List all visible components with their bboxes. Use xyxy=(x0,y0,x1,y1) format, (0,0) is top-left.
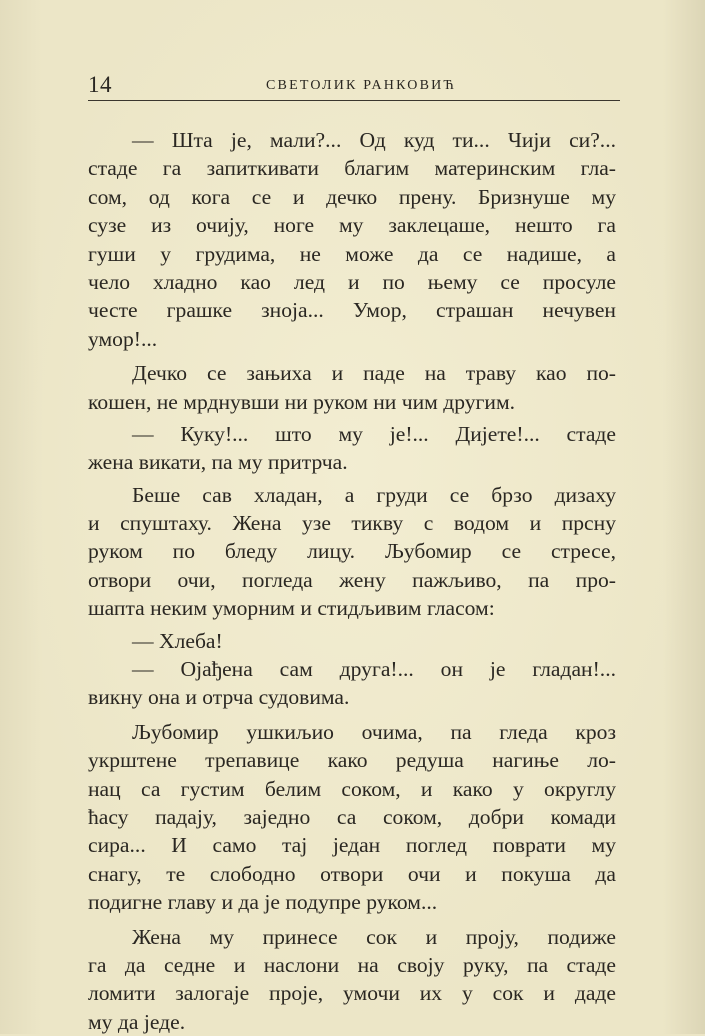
text-line: га да седне и наслони на своју руку, па стаде xyxy=(88,952,616,977)
text-line: нац са густим белим соком, и како у округлу xyxy=(88,776,616,801)
text-line: Љубомир ушкиљио очима, па гледа кроз xyxy=(132,719,616,744)
text-line: чело хладно као лед и по њему се просуле xyxy=(88,269,616,294)
text-line: жена викати, па му притрча. xyxy=(88,450,348,475)
paragraph xyxy=(88,126,616,353)
page-header xyxy=(88,70,620,100)
text-line: — Шта је, мали?... Од куд ти... Чији си?... xyxy=(132,128,616,152)
text-line: сом, од кога се и дечко прену. Бризнуше му xyxy=(88,184,616,209)
paragraph xyxy=(88,481,616,623)
text-line: кошен, не мрднувши ни руком ни чим другим. xyxy=(88,389,516,414)
page-number: 14 xyxy=(88,72,112,97)
text-line: Дечко се зањиха и паде на траву као по- xyxy=(132,361,616,386)
text-line: честе грашке зноја... Умор, страшан нечувен xyxy=(88,298,616,323)
text-line: Беше сав хладан, а груди се брзо дизаху xyxy=(132,482,616,507)
text-line: — Хлеба! xyxy=(132,628,223,653)
text-line: ћасу падају, заједно са соком, добри комади xyxy=(88,804,616,829)
text-line: — Куку!... што му је!... Дијете!... стаде xyxy=(132,421,616,446)
paragraph xyxy=(88,359,616,416)
text-line: викну она и отрча судовима. xyxy=(88,685,350,710)
paragraph xyxy=(88,655,616,712)
text-line: сира... И само тај један поглед поврати му xyxy=(88,833,616,858)
text-line: и спуштаху. Жена узе тикву с водом и прсну xyxy=(88,511,616,536)
text-line: снагу, те слободно отвори очи и покуша да xyxy=(88,861,616,886)
paragraph xyxy=(88,923,616,1036)
text-line: подигне главу и да је подупре руком... xyxy=(88,890,438,915)
body-text xyxy=(88,126,616,1036)
text-line: му да једе. xyxy=(88,1009,186,1034)
paragraph xyxy=(88,420,616,477)
text-line: гуши у грудима, не може да се надише, а xyxy=(88,241,616,266)
text-line: — Ојађена сам друга!... он је гладан!... xyxy=(132,657,616,682)
text-line: ломити залогаје проје, умочи их у сок и даде xyxy=(88,981,616,1006)
text-line: руком по бледу лицу. Љубомир се стресе, xyxy=(88,539,616,564)
text-line: Жена му принесе сок и проју, подиже xyxy=(132,924,616,949)
text-line: стаде га запиткивати благим материнским гла- xyxy=(88,156,616,181)
text-line: укрштене трепавице како редуша нагиње ло- xyxy=(88,748,616,773)
header-rule xyxy=(88,100,620,101)
running-head: СВЕТОЛИК РАНКОВИЋ xyxy=(266,78,456,93)
text-line: сузе из очију, ноге му заклецаше, нешто га xyxy=(88,213,616,238)
text-line: отвори очи, погледа жену пажљиво, па про- xyxy=(88,567,616,592)
paragraph xyxy=(88,627,616,655)
text-line: умор!... xyxy=(88,326,158,351)
text-line: шапта неким уморним и стидљивим гласом: xyxy=(88,596,495,621)
paragraph xyxy=(88,718,616,917)
